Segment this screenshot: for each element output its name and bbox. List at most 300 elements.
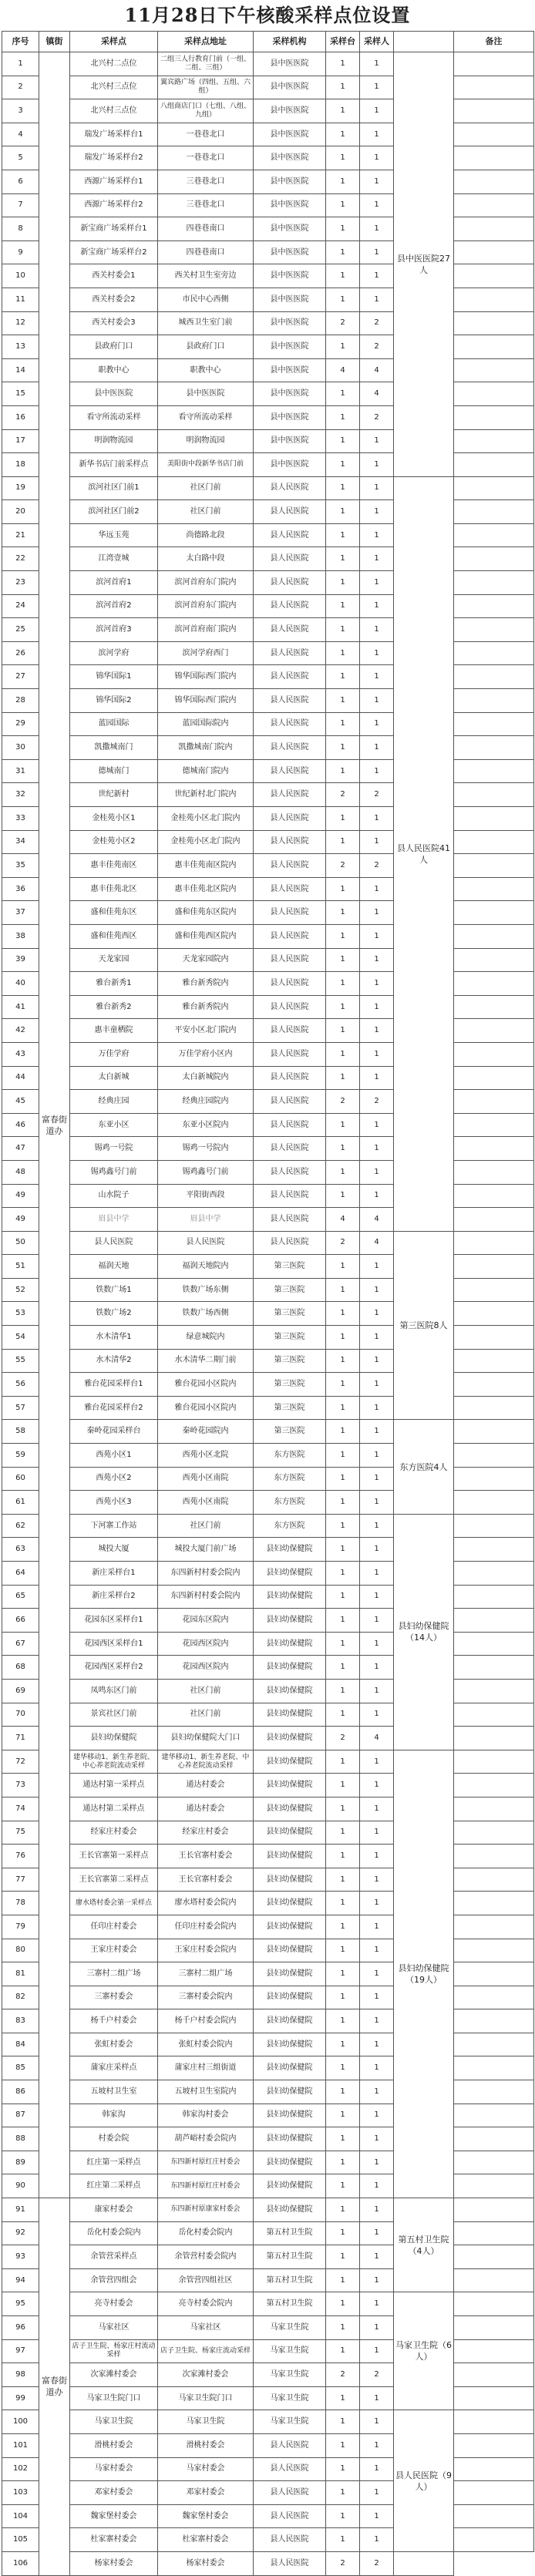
remark-cell (454, 288, 534, 311)
remark-cell (454, 2457, 534, 2481)
desk-count-cell: 1 (326, 2198, 360, 2222)
site-cell: 金桂苑小区1 (70, 807, 158, 831)
remark-cell (454, 2316, 534, 2340)
agency-cell: 县妇幼保健院 (254, 2127, 326, 2151)
desk-count-cell: 1 (326, 736, 360, 760)
desk-count-cell: 1 (326, 1679, 360, 1703)
agency-cell: 县中医医院 (254, 123, 326, 146)
desk-count-cell: 1 (326, 1113, 360, 1137)
remark-cell (454, 571, 534, 595)
row-number-cell: 82 (2, 1986, 39, 2009)
agency-cell: 县妇幼保健院 (254, 2198, 326, 2222)
address-cell: 亮寺村委会院内 (158, 2292, 254, 2316)
site-cell: 西苑小区2 (70, 1467, 158, 1491)
remark-cell (454, 1444, 534, 1468)
sampler-count-cell: 1 (360, 2386, 394, 2410)
desk-count-cell: 1 (326, 2504, 360, 2528)
sampler-count-cell: 1 (360, 830, 394, 854)
address-cell: 马家卫生院门口 (158, 2386, 254, 2410)
address-cell: 任印庄村委会院内 (158, 1915, 254, 1939)
table-row (2, 1679, 534, 1703)
desk-count-cell: 1 (326, 52, 360, 76)
row-number-cell: 40 (2, 972, 39, 996)
desk-count-cell: 1 (326, 1585, 360, 1609)
address-cell: 蒲家庄村三组街道 (158, 2056, 254, 2080)
table-row (2, 52, 534, 76)
header-cell: 序号 (2, 32, 39, 52)
agency-cell: 县中医医院 (254, 405, 326, 429)
table-row (2, 1821, 534, 1845)
sampler-count-cell: 1 (360, 146, 394, 170)
address-cell: 花园东区院内 (158, 1609, 254, 1633)
desk-count-cell: 1 (326, 571, 360, 595)
remark-cell (454, 240, 534, 264)
desk-count-cell: 1 (326, 240, 360, 264)
site-cell: 雅台新秀1 (70, 972, 158, 996)
site-cell: 华远玉苑 (70, 523, 158, 547)
desk-count-cell: 1 (326, 1042, 360, 1066)
agency-cell: 县人民医院 (254, 759, 326, 783)
desk-count-cell: 1 (326, 2056, 360, 2080)
row-number-cell: 97 (2, 2339, 39, 2363)
remark-cell (454, 759, 534, 783)
agency-cell: 县人民医院 (254, 1066, 326, 1090)
address-cell: 三巷巷北口 (158, 193, 254, 217)
table-row (2, 500, 534, 524)
remark-cell (454, 594, 534, 618)
site-cell: 滑桃村委会 (70, 2433, 158, 2457)
desk-count-cell: 1 (326, 2009, 360, 2033)
site-cell: 经家庄村委会 (70, 1821, 158, 1845)
table-row (2, 783, 534, 807)
table-row (2, 2151, 534, 2174)
desk-count-cell: 1 (326, 2245, 360, 2269)
address-cell: 西苑小区南院 (158, 1467, 254, 1491)
table-row (2, 1184, 534, 1208)
agency-cell: 县妇幼保健院 (254, 1609, 326, 1633)
row-number-cell: 3 (2, 99, 39, 123)
address-cell: 太白路中段 (158, 547, 254, 571)
sampler-count-cell: 1 (360, 759, 394, 783)
table-row (2, 1514, 534, 1538)
remark-cell (454, 335, 534, 359)
remark-cell (454, 99, 534, 123)
remark-cell (454, 2410, 534, 2434)
address-cell: 太白新城院内 (158, 1066, 254, 1090)
address-cell: 店子卫生院、杨家庄流动采样 (158, 2339, 254, 2363)
site-cell: 新庄采样台1 (70, 1562, 158, 1586)
agency-cell: 县人民医院 (254, 665, 326, 689)
address-cell: 廖水塔村委会院内 (158, 1892, 254, 1915)
site-cell: 万佳学府 (70, 1042, 158, 1066)
desk-count-cell: 1 (326, 146, 360, 170)
desk-count-cell: 1 (326, 1373, 360, 1397)
desk-count-cell: 1 (326, 830, 360, 854)
remark-cell (454, 1632, 534, 1656)
desk-count-cell: 1 (326, 2528, 360, 2552)
desk-count-cell: 1 (326, 2174, 360, 2198)
row-number-cell: 60 (2, 1467, 39, 1491)
agency-cell: 县妇幼保健院 (254, 1679, 326, 1703)
remark-cell (454, 1090, 534, 1114)
remark-cell (454, 1302, 534, 1326)
row-number-cell: 49 (2, 1184, 39, 1208)
desk-count-cell: 1 (326, 1491, 360, 1515)
remark-cell (454, 547, 534, 571)
site-cell: 西源广场采样台2 (70, 193, 158, 217)
table-row (2, 2221, 534, 2245)
desk-count-cell: 2 (326, 783, 360, 807)
address-cell: 惠丰佳苑北区院内 (158, 877, 254, 901)
table-row (2, 1396, 534, 1420)
desk-count-cell: 1 (326, 2386, 360, 2410)
row-number-cell: 62 (2, 1514, 39, 1538)
sampler-count-cell: 1 (360, 170, 394, 193)
row-number-cell: 98 (2, 2363, 39, 2387)
sampler-count-cell: 1 (360, 1160, 394, 1184)
agency-cell: 县中医医院 (254, 358, 326, 382)
row-number-cell: 49 (2, 1208, 39, 1232)
site-cell: 水木清华1 (70, 1326, 158, 1350)
table-row (2, 1868, 534, 1892)
sampler-count-cell: 1 (360, 1632, 394, 1656)
site-cell: 王长官寨第二采样点 (70, 1868, 158, 1892)
desk-count-cell: 1 (326, 2433, 360, 2457)
row-number-cell: 33 (2, 807, 39, 831)
address-cell: 杨千户村委会院内 (158, 2009, 254, 2033)
row-number-cell: 9 (2, 240, 39, 264)
row-number-cell: 48 (2, 1160, 39, 1184)
row-number-cell: 13 (2, 335, 39, 359)
address-cell: 德城南门院内 (158, 759, 254, 783)
row-number-cell: 75 (2, 1821, 39, 1845)
agency-cell: 县人民医院 (254, 924, 326, 948)
sampler-count-cell: 1 (360, 476, 394, 500)
site-cell: 滨河首府1 (70, 571, 158, 595)
site-cell: 眉县中学 (70, 1208, 158, 1232)
address-cell: 惠丰佳苑南区院内 (158, 854, 254, 878)
agency-cell: 县人民医院 (254, 972, 326, 996)
sampler-count-cell: 4 (360, 1231, 394, 1255)
remark-cell (454, 1727, 534, 1750)
sampler-count-cell: 1 (360, 665, 394, 689)
agency-cell: 县人民医院 (254, 783, 326, 807)
desk-count-cell: 1 (326, 193, 360, 217)
agency-cell: 县妇幼保健院 (254, 1939, 326, 1962)
desk-count-cell: 1 (326, 1278, 360, 1302)
table-row (2, 2127, 534, 2151)
sampler-count-cell: 1 (360, 1255, 394, 1279)
row-number-cell: 50 (2, 1231, 39, 1255)
address-cell: 万佳学府小区内 (158, 1042, 254, 1066)
agency-cell: 县人民医院 (254, 1113, 326, 1137)
address-cell: 东亚小区院内 (158, 1113, 254, 1137)
table-row (2, 429, 534, 453)
desk-count-cell: 1 (326, 1797, 360, 1821)
site-cell: 马家村委会 (70, 2457, 158, 2481)
site-cell: 廖水塔村委会第一采样点 (70, 1892, 158, 1915)
table-row (2, 1797, 534, 1821)
address-cell: 滨河首府东门院内 (158, 571, 254, 595)
remark-cell (394, 2551, 454, 2575)
sampler-count-cell: 1 (360, 736, 394, 760)
desk-count-cell: 1 (326, 405, 360, 429)
agency-cell: 东方医院 (254, 1444, 326, 1468)
site-cell: 西苑小区1 (70, 1444, 158, 1468)
address-cell: 铁数广场东侧 (158, 1278, 254, 1302)
site-cell: 看守所流动采样 (70, 405, 158, 429)
row-number-cell: 43 (2, 1042, 39, 1066)
table-row (2, 1231, 534, 1255)
sampler-count-cell: 1 (360, 1939, 394, 1962)
row-number-cell: 66 (2, 1609, 39, 1633)
address-cell: 铁数广场西侧 (158, 1302, 254, 1326)
address-cell: 建华移动1、新生养老院、中心养老院流动采样 (158, 1750, 254, 1774)
site-cell: 三寨村委会 (70, 1986, 158, 2009)
remark-cell (454, 1373, 534, 1397)
remark-cell (454, 924, 534, 948)
site-cell: 岳化村委会院内 (70, 2221, 158, 2245)
address-cell: 雅台新秀院内 (158, 995, 254, 1019)
sampler-count-cell: 1 (360, 1113, 394, 1137)
address-cell: 王长官寨村委会 (158, 1845, 254, 1868)
agency-cell: 县人民医院 (254, 2481, 326, 2505)
table-row (2, 146, 534, 170)
sampler-count-cell: 1 (360, 2104, 394, 2127)
sampler-count-cell: 1 (360, 689, 394, 713)
row-number-cell: 29 (2, 712, 39, 736)
row-number-cell: 10 (2, 264, 39, 288)
sampler-count-cell: 1 (360, 52, 394, 76)
desk-count-cell: 2 (326, 2551, 360, 2575)
site-cell: 新宝商广场采样台2 (70, 240, 158, 264)
agency-cell: 县人民医院 (254, 2504, 326, 2528)
agency-cell: 县妇幼保健院 (254, 1774, 326, 1797)
table-row (2, 2410, 534, 2434)
remark-cell (454, 1656, 534, 1680)
table-row (2, 1585, 534, 1609)
sampler-count-cell: 1 (360, 1326, 394, 1350)
table-row (2, 1255, 534, 1279)
sampler-count-cell: 1 (360, 500, 394, 524)
table-row (2, 1113, 534, 1137)
desk-count-cell: 1 (326, 1326, 360, 1350)
desk-count-cell: 1 (326, 689, 360, 713)
address-cell: 明润物流园 (158, 429, 254, 453)
agency-cell: 县人民医院 (254, 523, 326, 547)
row-number-cell: 72 (2, 1750, 39, 1774)
site-cell: 花园西区采样台2 (70, 1656, 158, 1680)
desk-count-cell: 2 (326, 1727, 360, 1750)
desk-count-cell: 1 (326, 2080, 360, 2104)
remark-cell (454, 2268, 534, 2292)
table-row (2, 2551, 534, 2575)
site-cell: 杜家寨村委会 (70, 2528, 158, 2552)
desk-count-cell: 1 (326, 2221, 360, 2245)
address-cell: 职教中心 (158, 358, 254, 382)
sampler-count-cell: 1 (360, 1396, 394, 1420)
group-note-cell: 县中医医院27人 (394, 52, 454, 477)
row-number-cell: 83 (2, 2009, 39, 2033)
desk-count-cell: 1 (326, 665, 360, 689)
table-row (2, 2316, 534, 2340)
row-number-cell: 52 (2, 1278, 39, 1302)
address-cell: 东四新村原红庄村委会 (158, 2174, 254, 2198)
address-cell: 锡鸡一号院内 (158, 1137, 254, 1161)
table-row (2, 2198, 534, 2222)
sampler-count-cell: 1 (360, 523, 394, 547)
sampler-count-cell: 1 (360, 1184, 394, 1208)
table-row (2, 1939, 534, 1962)
row-number-cell: 94 (2, 2268, 39, 2292)
header-row (2, 32, 534, 52)
address-cell: 滑桃村委会 (158, 2433, 254, 2457)
site-cell: 马家卫生院 (70, 2410, 158, 2434)
table-row (2, 76, 534, 99)
address-cell: 张虹村委会院内 (158, 2033, 254, 2056)
row-number-cell: 23 (2, 571, 39, 595)
remark-cell (454, 1255, 534, 1279)
sampler-count-cell: 1 (360, 618, 394, 642)
desk-count-cell: 1 (326, 1774, 360, 1797)
address-cell: 葫芦峪村委会院内 (158, 2127, 254, 2151)
table-row (2, 405, 534, 429)
table-row (2, 830, 534, 854)
row-number-cell: 54 (2, 1326, 39, 1350)
table-row (2, 2339, 534, 2363)
remark-cell (454, 500, 534, 524)
agency-cell: 第三医院 (254, 1278, 326, 1302)
site-cell: 东亚小区 (70, 1113, 158, 1137)
row-number-cell: 81 (2, 1962, 39, 1986)
sampler-count-cell: 4 (360, 382, 394, 406)
desk-count-cell: 1 (326, 1939, 360, 1962)
agency-cell: 县人民医院 (254, 1160, 326, 1184)
site-cell: 江湾壹城 (70, 547, 158, 571)
row-number-cell: 14 (2, 358, 39, 382)
desk-count-cell: 1 (326, 1632, 360, 1656)
remark-cell (454, 2151, 534, 2174)
row-number-cell: 44 (2, 1066, 39, 1090)
row-number-cell: 93 (2, 2245, 39, 2269)
sampler-count-cell: 1 (360, 948, 394, 972)
site-cell: 下河寨工作站 (70, 1514, 158, 1538)
agency-cell: 县妇幼保健院 (254, 2151, 326, 2174)
desk-count-cell: 1 (326, 1255, 360, 1279)
sampler-count-cell: 4 (360, 1727, 394, 1750)
desk-count-cell: 1 (326, 712, 360, 736)
sampler-count-cell: 1 (360, 2292, 394, 2316)
remark-cell (454, 358, 534, 382)
desk-count-cell: 1 (326, 1066, 360, 1090)
remark-cell (454, 476, 534, 500)
sampler-count-cell: 1 (360, 429, 394, 453)
agency-cell: 县妇幼保健院 (254, 1538, 326, 1562)
address-cell: 东四新村原康家村委会 (158, 2198, 254, 2222)
remark-cell (454, 1703, 534, 1727)
row-number-cell: 16 (2, 405, 39, 429)
table-row (2, 1915, 534, 1939)
desk-count-cell: 1 (326, 1137, 360, 1161)
site-cell: 杨家村委会 (70, 2551, 158, 2575)
site-cell: 通达村第二采样点 (70, 1797, 158, 1821)
table-row (2, 2481, 534, 2505)
row-number-cell: 55 (2, 1349, 39, 1373)
row-number-cell: 87 (2, 2104, 39, 2127)
site-cell: 红庄第一采样点 (70, 2151, 158, 2174)
sampler-count-cell: 4 (360, 1208, 394, 1232)
site-cell: 景宾社区门前 (70, 1703, 158, 1727)
remark-cell (454, 830, 534, 854)
agency-cell: 县人民医院 (254, 594, 326, 618)
address-cell: 滨河学府西门 (158, 641, 254, 665)
table-row (2, 1632, 534, 1656)
row-number-cell: 26 (2, 641, 39, 665)
desk-count-cell: 1 (326, 170, 360, 193)
desk-count-cell: 1 (326, 2127, 360, 2151)
desk-count-cell: 1 (326, 1915, 360, 1939)
desk-count-cell: 1 (326, 2481, 360, 2505)
sampler-count-cell: 1 (360, 2410, 394, 2434)
site-cell: 城投大厦 (70, 1538, 158, 1562)
site-cell: 山水院子 (70, 1184, 158, 1208)
table-row (2, 1774, 534, 1797)
sampler-count-cell: 1 (360, 1349, 394, 1373)
address-cell: 滨河首府东门院内 (158, 594, 254, 618)
table-row (2, 311, 534, 335)
row-number-cell: 64 (2, 1562, 39, 1586)
address-cell: 杜家寨村委会 (158, 2528, 254, 2552)
remark-cell (454, 1962, 534, 1986)
row-number-cell: 38 (2, 924, 39, 948)
address-cell: 绿意城院内 (158, 1326, 254, 1350)
remark-cell (454, 1562, 534, 1586)
table-row (2, 571, 534, 595)
remark-cell (454, 1538, 534, 1562)
table-row (2, 1538, 534, 1562)
sampler-count-cell: 1 (360, 1562, 394, 1586)
address-cell: 三寨村委会院内 (158, 1986, 254, 2009)
remark-cell (454, 995, 534, 1019)
agency-cell: 第三医院 (254, 1255, 326, 1279)
remark-cell (454, 948, 534, 972)
sampler-count-cell: 1 (360, 2174, 394, 2198)
site-cell: 瑞发广场采样台2 (70, 146, 158, 170)
site-cell: 张虹村委会 (70, 2033, 158, 2056)
remark-cell (454, 193, 534, 217)
agency-cell: 马家卫生院 (254, 2410, 326, 2434)
desk-count-cell: 1 (326, 2316, 360, 2340)
site-cell: 惠丰童栖院 (70, 1019, 158, 1043)
sampler-count-cell: 1 (360, 1302, 394, 1326)
page-title: 11月28日下午核酸采样点位设置 (124, 4, 411, 26)
remark-cell (454, 1892, 534, 1915)
table-row (2, 1326, 534, 1350)
address-cell: 二组三人行教育门前（一组、二组、三组） (158, 52, 254, 76)
remark-cell (454, 877, 534, 901)
address-cell: 三巷巷北口 (158, 170, 254, 193)
agency-cell: 县中医医院 (254, 193, 326, 217)
remark-cell (454, 2339, 534, 2363)
sampler-count-cell: 1 (360, 1373, 394, 1397)
table-row (2, 759, 534, 783)
remark-cell (454, 2528, 534, 2552)
desk-count-cell: 1 (326, 453, 360, 477)
remark-cell (454, 1278, 534, 1302)
table-row (2, 1420, 534, 1444)
agency-cell: 县妇幼保健院 (254, 2080, 326, 2104)
table-row (2, 1986, 534, 2009)
